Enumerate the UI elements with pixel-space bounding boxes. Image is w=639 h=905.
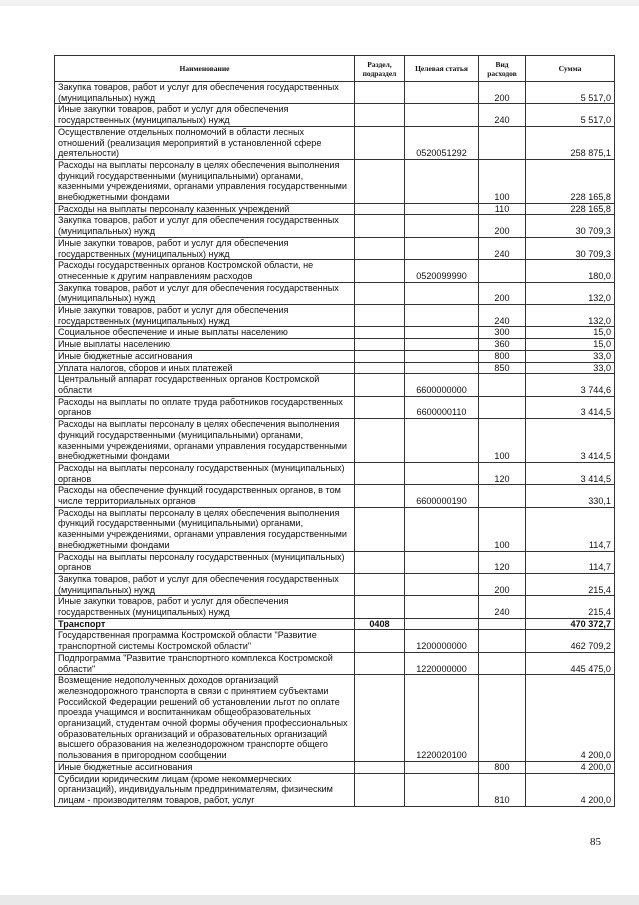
cell-section (355, 462, 405, 484)
header-section: Раздел, подраздел (355, 56, 405, 82)
cell-kind: 200 (479, 82, 526, 104)
cell-sum: 4 200,0 (526, 761, 615, 773)
cell-target (405, 362, 479, 374)
cell-sum: 15,0 (526, 339, 615, 351)
cell-target (405, 305, 479, 327)
cell-section (355, 159, 405, 203)
cell-name: Осуществление отдельных полномочий в области лесных отношений (реализация мероприятий в установленной сфере деятельности) (55, 126, 355, 159)
cell-kind (479, 675, 526, 762)
cell-section (355, 362, 405, 374)
cell-name: Возмещение недополученных доходов организаций железнодорожного транспорта в связи с принятием субъектами Российской Федерации решений об установлении льгот по оплате проезда учащимся и воспитанникам общеобразовательных организаций, студентам очной формы обучения профессиональных образовательных организаций и образовательных организаций высшего образования на железнодорожном транспорте общего пользования в пригородном сообщении (55, 675, 355, 762)
table-row (55, 485, 615, 507)
cell-name: Иные бюджетные ассигнования (55, 761, 355, 773)
cell-name: Расходы на выплаты персоналу государственных (муниципальных) органов (55, 551, 355, 573)
table-row (55, 237, 615, 259)
cell-section (355, 419, 405, 463)
table-row (55, 675, 615, 762)
cell-section: 0408 (355, 618, 405, 630)
table-row (55, 339, 615, 351)
cell-target (405, 82, 479, 104)
cell-name: Расходы на выплаты персоналу казенных учреждений (55, 203, 355, 215)
table-row (55, 761, 615, 773)
cell-name: Иные закупки товаров, работ и услуг для обеспечения государственных (муниципальных) нужд (55, 596, 355, 618)
cell-name: Расходы на выплаты по оплате труда работников государственных органов (55, 396, 355, 418)
cell-kind: 200 (479, 573, 526, 595)
table-row (55, 104, 615, 126)
cell-name: Закупка товаров, работ и услуг для обеспечения государственных (муниципальных) нужд (55, 282, 355, 304)
table-row (55, 215, 615, 237)
cell-target (405, 350, 479, 362)
cell-kind: 100 (479, 507, 526, 551)
cell-section (355, 82, 405, 104)
cell-target (405, 282, 479, 304)
cell-kind: 120 (479, 551, 526, 573)
cell-section (355, 675, 405, 762)
cell-name: Транспорт (55, 618, 355, 630)
cell-sum: 114,7 (526, 551, 615, 573)
cell-sum: 3 414,5 (526, 462, 615, 484)
cell-target: 1220020100 (405, 675, 479, 762)
header-name: Наименование (55, 56, 355, 82)
cell-sum: 5 517,0 (526, 104, 615, 126)
cell-name: Закупка товаров, работ и услуг для обеспечения государственных (муниципальных) нужд (55, 82, 355, 104)
table-row (55, 618, 615, 630)
table-row (55, 350, 615, 362)
cell-kind (479, 374, 526, 396)
table-row (55, 282, 615, 304)
cell-name: Расходы на выплаты персоналу в целях обеспечения выполнения функций государственными (муниципальными) органами, казенными учреждениями, органами управления государственными внебюджетными фондами (55, 419, 355, 463)
cell-name: Иные закупки товаров, работ и услуг для обеспечения государственных (муниципальных) нужд (55, 104, 355, 126)
cell-sum: 180,0 (526, 260, 615, 282)
cell-name: Расходы на выплаты персоналу в целях обеспечения выполнения функций государственными (муниципальными) органами, казенными учреждениями, органами управления государственными внебюджетными фондами (55, 507, 355, 551)
table-row (55, 630, 615, 652)
cell-name: Расходы государственных органов Костромской области, не отнесенные к другим направлениям расходов (55, 260, 355, 282)
cell-sum: 30 709,3 (526, 215, 615, 237)
cell-name: Подпрограмма "Развитие транспортного комплекса Костромской области" (55, 652, 355, 674)
cell-section (355, 339, 405, 351)
cell-name: Расходы на выплаты персоналу государственных (муниципальных) органов (55, 462, 355, 484)
cell-name: Расходы на выплаты персоналу в целях обеспечения выполнения функций государственными (муниципальными) органами, казенными учреждениями, органами управления государственными внебюджетными фондами (55, 159, 355, 203)
cell-kind: 800 (479, 350, 526, 362)
table-row (55, 260, 615, 282)
cell-sum: 330,1 (526, 485, 615, 507)
table-header-row (55, 56, 615, 82)
cell-name: Центральный аппарат государственных органов Костромской области (55, 374, 355, 396)
page-number: 85 (590, 836, 601, 848)
table-row (55, 374, 615, 396)
cell-sum: 132,0 (526, 305, 615, 327)
cell-section (355, 282, 405, 304)
cell-target (405, 104, 479, 126)
cell-sum: 3 414,5 (526, 396, 615, 418)
cell-target (405, 203, 479, 215)
cell-kind: 240 (479, 237, 526, 259)
cell-section (355, 374, 405, 396)
cell-kind (479, 485, 526, 507)
cell-target (405, 507, 479, 551)
cell-name: Расходы на обеспечение функций государственных органов, в том числе территориальных органов (55, 485, 355, 507)
cell-target (405, 462, 479, 484)
cell-section (355, 630, 405, 652)
cell-section (355, 773, 405, 806)
header-sum: Сумма (526, 56, 615, 82)
cell-target (405, 327, 479, 339)
cell-target: 0520099990 (405, 260, 479, 282)
cell-target (405, 596, 479, 618)
cell-target: 6600000110 (405, 396, 479, 418)
cell-sum: 470 372,7 (526, 618, 615, 630)
cell-sum: 228 165,8 (526, 203, 615, 215)
cell-target (405, 551, 479, 573)
table-row (55, 82, 615, 104)
header-target: Целевая статья (405, 56, 479, 82)
cell-name: Закупка товаров, работ и услуг для обеспечения государственных (муниципальных) нужд (55, 215, 355, 237)
cell-sum: 462 709,2 (526, 630, 615, 652)
cell-target (405, 237, 479, 259)
cell-target: 6600000000 (405, 374, 479, 396)
table-row (55, 203, 615, 215)
table-row (55, 159, 615, 203)
cell-kind: 200 (479, 282, 526, 304)
cell-kind: 810 (479, 773, 526, 806)
cell-section (355, 652, 405, 674)
cell-sum: 258 875,1 (526, 126, 615, 159)
cell-sum: 215,4 (526, 596, 615, 618)
cell-name: Иные закупки товаров, работ и услуг для обеспечения государственных (муниципальных) нужд (55, 237, 355, 259)
cell-name: Уплата налогов, сборов и иных платежей (55, 362, 355, 374)
cell-kind: 200 (479, 215, 526, 237)
cell-sum: 4 200,0 (526, 773, 615, 806)
cell-section (355, 573, 405, 595)
cell-kind (479, 126, 526, 159)
cell-target: 6600000190 (405, 485, 479, 507)
cell-kind: 800 (479, 761, 526, 773)
cell-kind: 120 (479, 462, 526, 484)
cell-kind: 110 (479, 203, 526, 215)
cell-section (355, 350, 405, 362)
cell-kind (479, 630, 526, 652)
scan-bottom-edge (0, 895, 639, 905)
cell-sum: 5 517,0 (526, 82, 615, 104)
cell-name: Иные выплаты населению (55, 339, 355, 351)
cell-target (405, 215, 479, 237)
table-body (55, 82, 615, 807)
cell-kind: 240 (479, 596, 526, 618)
cell-section (355, 507, 405, 551)
cell-sum: 3 414,5 (526, 419, 615, 463)
table-row (55, 126, 615, 159)
cell-kind (479, 396, 526, 418)
cell-sum: 215,4 (526, 573, 615, 595)
cell-kind: 100 (479, 419, 526, 463)
cell-section (355, 761, 405, 773)
cell-section (355, 203, 405, 215)
cell-section (355, 126, 405, 159)
cell-kind (479, 652, 526, 674)
table-row (55, 507, 615, 551)
cell-section (355, 260, 405, 282)
cell-target (405, 339, 479, 351)
table-row (55, 362, 615, 374)
cell-sum: 4 200,0 (526, 675, 615, 762)
table-row (55, 462, 615, 484)
cell-target (405, 773, 479, 806)
cell-section (355, 596, 405, 618)
cell-section (355, 551, 405, 573)
cell-name: Иные бюджетные ассигнования (55, 350, 355, 362)
cell-kind: 360 (479, 339, 526, 351)
scan-top-edge (0, 0, 639, 6)
cell-sum: 30 709,3 (526, 237, 615, 259)
cell-sum: 33,0 (526, 362, 615, 374)
cell-target (405, 419, 479, 463)
cell-kind: 240 (479, 104, 526, 126)
table-row (55, 327, 615, 339)
cell-target (405, 618, 479, 630)
table-row (55, 652, 615, 674)
cell-name: Закупка товаров, работ и услуг для обеспечения государственных (муниципальных) нужд (55, 573, 355, 595)
cell-name: Государственная программа Костромской области "Развитие транспортной системы Костромской области" (55, 630, 355, 652)
table-row (55, 596, 615, 618)
cell-sum: 15,0 (526, 327, 615, 339)
cell-kind: 240 (479, 305, 526, 327)
table-row (55, 305, 615, 327)
budget-table (54, 55, 615, 807)
cell-kind (479, 260, 526, 282)
cell-section (355, 305, 405, 327)
cell-kind (479, 618, 526, 630)
cell-section (355, 215, 405, 237)
table-row (55, 573, 615, 595)
cell-section (355, 396, 405, 418)
cell-target (405, 159, 479, 203)
cell-target: 1220000000 (405, 652, 479, 674)
cell-name: Социальное обеспечение и иные выплаты населению (55, 327, 355, 339)
cell-sum: 228 165,8 (526, 159, 615, 203)
cell-kind: 300 (479, 327, 526, 339)
header-kind: Вид расходов (479, 56, 526, 82)
cell-target (405, 573, 479, 595)
cell-target (405, 761, 479, 773)
cell-sum: 114,7 (526, 507, 615, 551)
cell-target: 1200000000 (405, 630, 479, 652)
cell-kind: 100 (479, 159, 526, 203)
cell-sum: 445 475,0 (526, 652, 615, 674)
cell-sum: 33,0 (526, 350, 615, 362)
cell-section (355, 485, 405, 507)
cell-sum: 3 744,6 (526, 374, 615, 396)
cell-name: Иные закупки товаров, работ и услуг для обеспечения государственных (муниципальных) нужд (55, 305, 355, 327)
cell-sum: 132,0 (526, 282, 615, 304)
table-row (55, 551, 615, 573)
cell-section (355, 327, 405, 339)
table-row (55, 773, 615, 806)
cell-name: Субсидии юридическим лицам (кроме некоммерческих организаций), индивидуальным предпринимателям, физическим лицам - производителям товаров, работ, услуг (55, 773, 355, 806)
table-row (55, 419, 615, 463)
cell-target: 0520051292 (405, 126, 479, 159)
table-row (55, 396, 615, 418)
cell-section (355, 104, 405, 126)
cell-kind: 850 (479, 362, 526, 374)
cell-section (355, 237, 405, 259)
